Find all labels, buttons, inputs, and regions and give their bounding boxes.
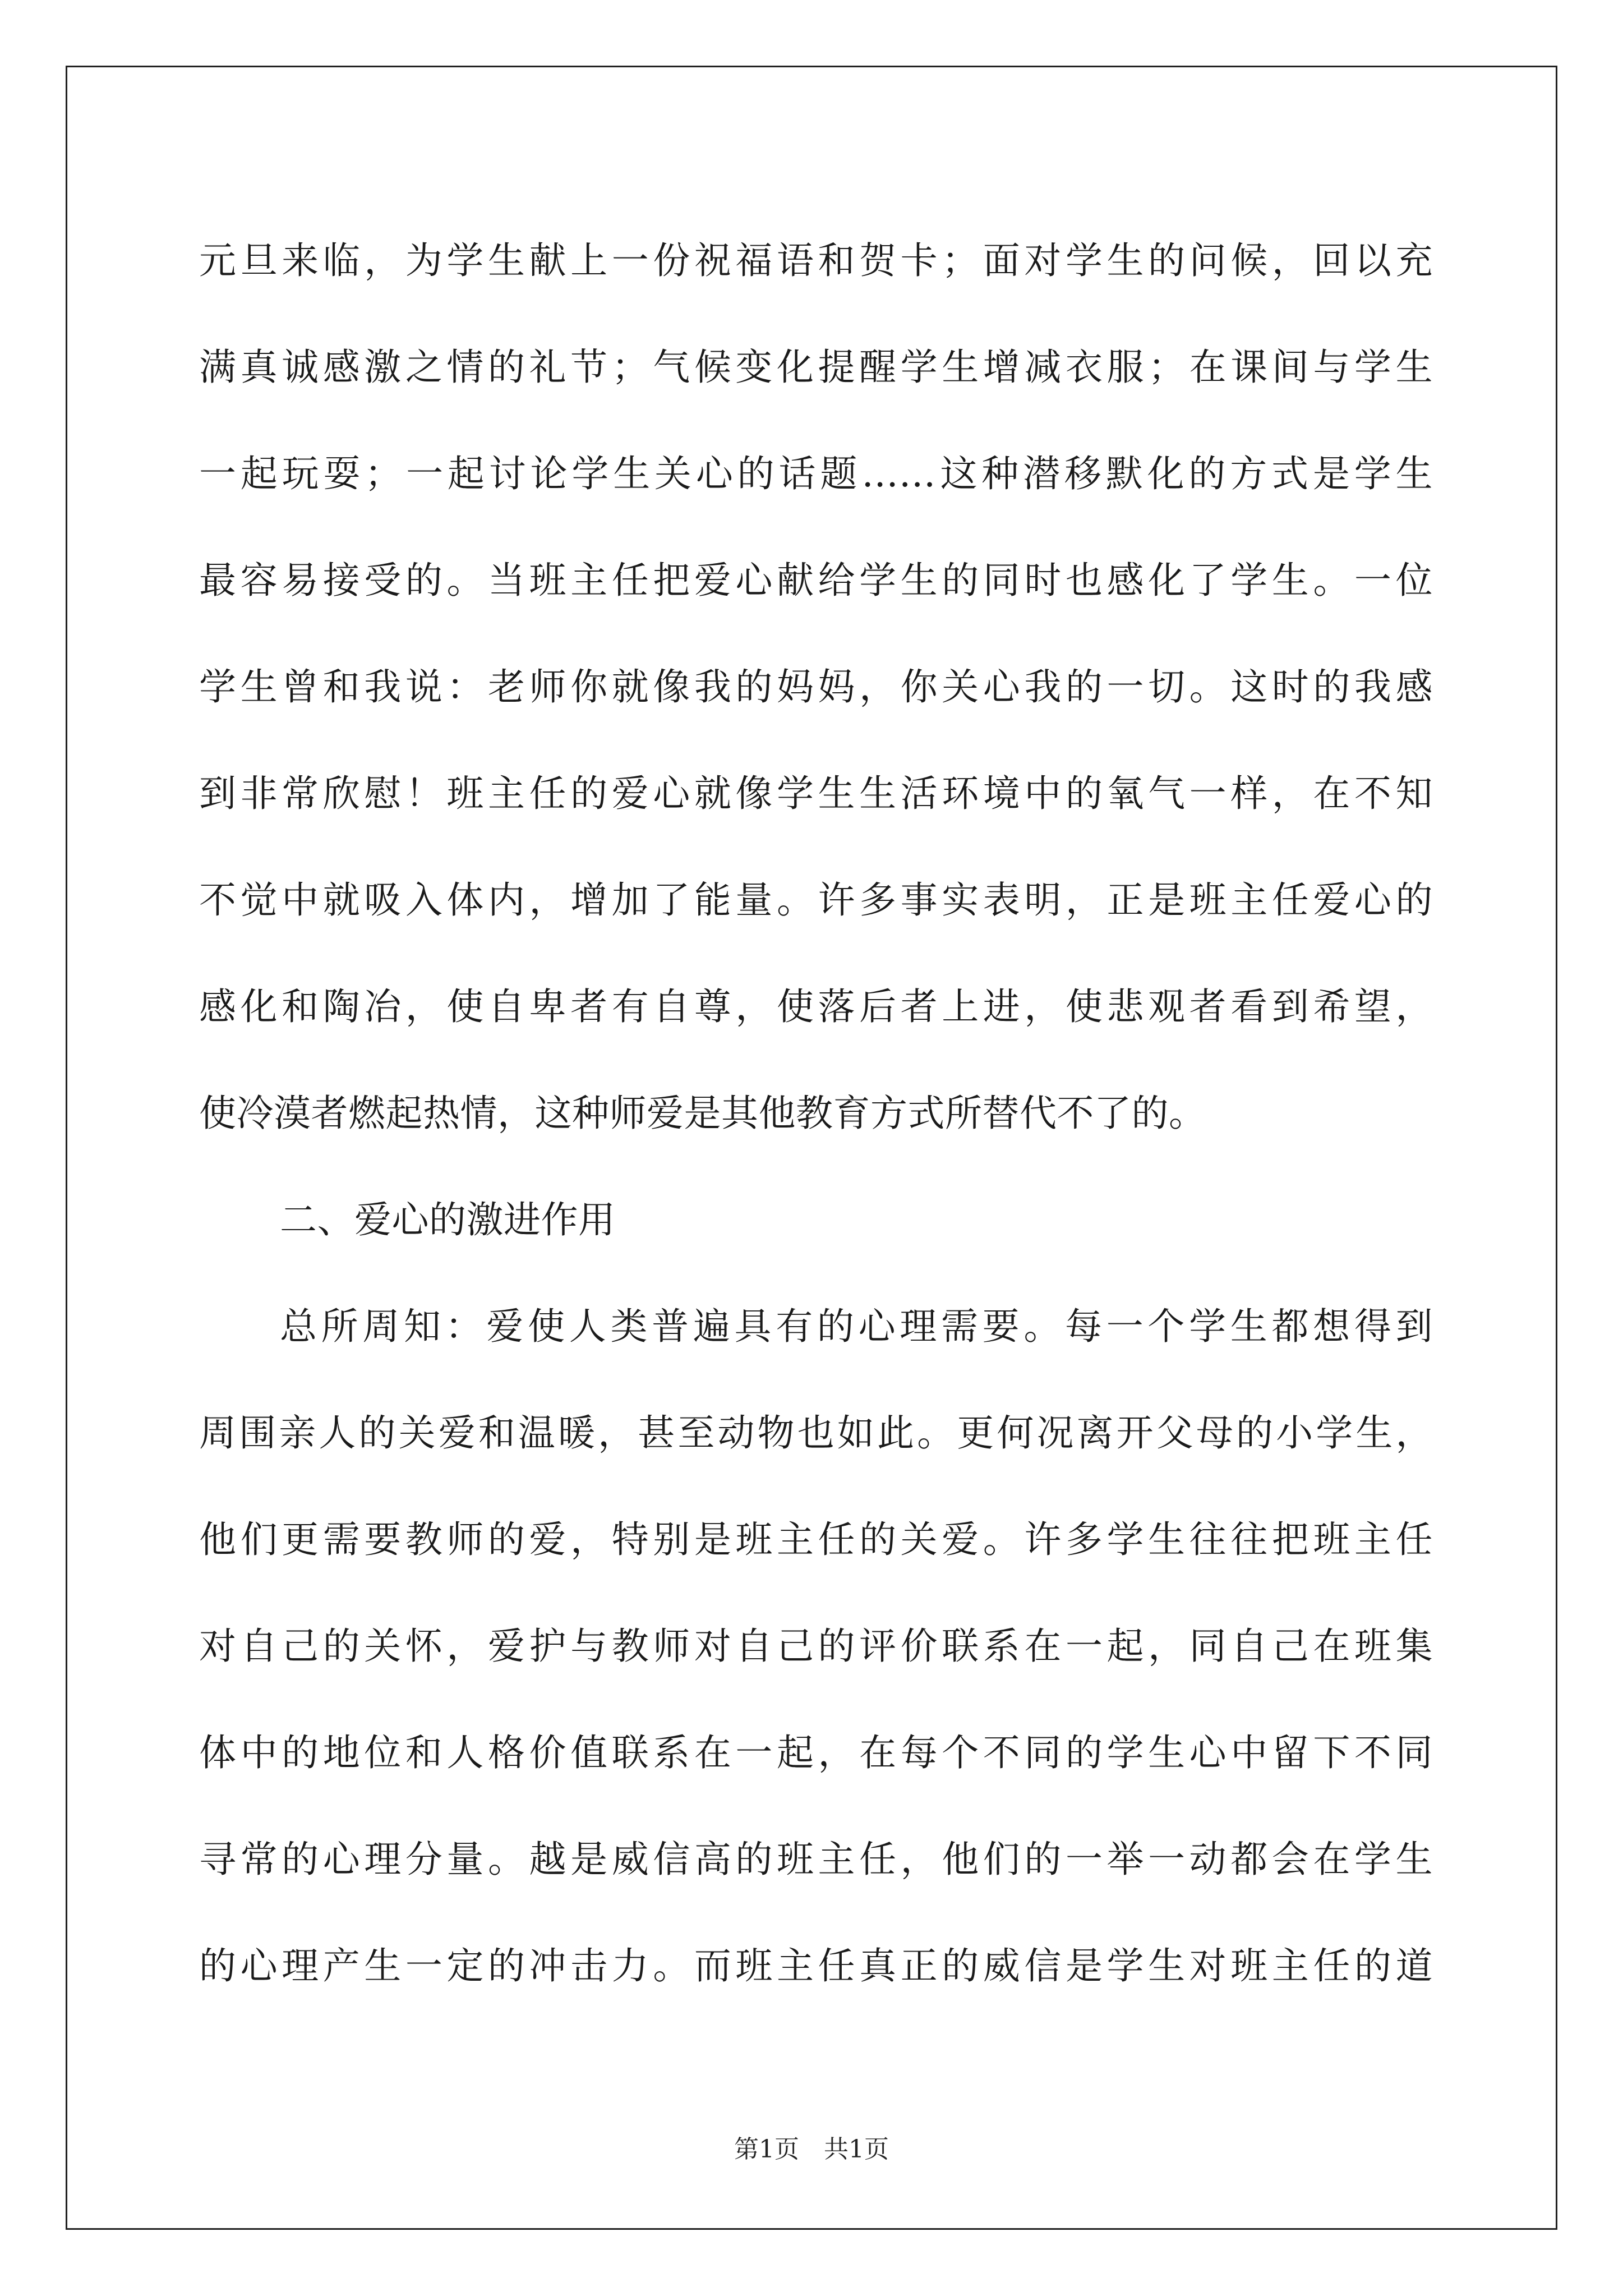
page-footer: 第1页 共1页 <box>734 2135 889 2164</box>
paragraph-line: 不觉中就吸入体内，增加了能量。许多事实表明，正是班主任爱心的 <box>199 878 1433 922</box>
paragraph-line: 的心理产生一定的冲击力。而班主任真正的威信是学生对班主任的道 <box>199 1944 1433 1987</box>
paragraph-line: 使冷漠者燃起热情，这种师爱是其他教育方式所替代不了的。 <box>199 1092 1206 1135</box>
paragraph-line: 学生曾和我说：老师你就像我的妈妈，你关心我的一切。这时的我感 <box>199 665 1433 708</box>
paragraph-line: 他们更需要教师的爱，特别是班主任的关爱。许多学生往往把班主任 <box>199 1518 1433 1561</box>
paragraph-line: 体中的地位和人格价值联系在一起，在每个不同的学生心中留下不同 <box>199 1731 1433 1774</box>
document-body <box>199 208 1433 2019</box>
paragraph-line: 感化和陶冶，使自卑者有自尊，使落后者上进，使悲观者看到希望， <box>199 985 1433 1028</box>
paragraph-line: 满真诚感激之情的礼节；气候变化提醒学生增减衣服；在课间与学生 <box>199 346 1433 389</box>
paragraph-line: 元旦来临，为学生献上一份祝福语和贺卡；面对学生的问候，回以充 <box>199 239 1433 282</box>
paragraph-line: 最容易接受的。当班主任把爱心献给学生的同时也感化了学生。一位 <box>199 559 1433 602</box>
paragraph-line: 到非常欣慰！班主任的爱心就像学生生活环境中的氧气一样，在不知 <box>199 772 1433 815</box>
section-heading: 二、爱心的激进作用 <box>280 1198 616 1241</box>
paragraph-line: 寻常的心理分量。越是威信高的班主任，他们的一举一动都会在学生 <box>199 1838 1433 1881</box>
paragraph-line: 周围亲人的关爱和温暖，甚至动物也如此。更何况离开父母的小学生， <box>199 1411 1433 1455</box>
paragraph-line: 一起玩耍；一起讨论学生关心的话题……这种潜移默化的方式是学生 <box>199 452 1433 495</box>
paragraph-line: 总所周知：爱使人类普遍具有的心理需要。每一个学生都想得到 <box>280 1305 1433 1348</box>
paragraph-line: 对自己的关怀，爱护与教师对自己的评价联系在一起，同自己在班集 <box>199 1625 1433 1668</box>
